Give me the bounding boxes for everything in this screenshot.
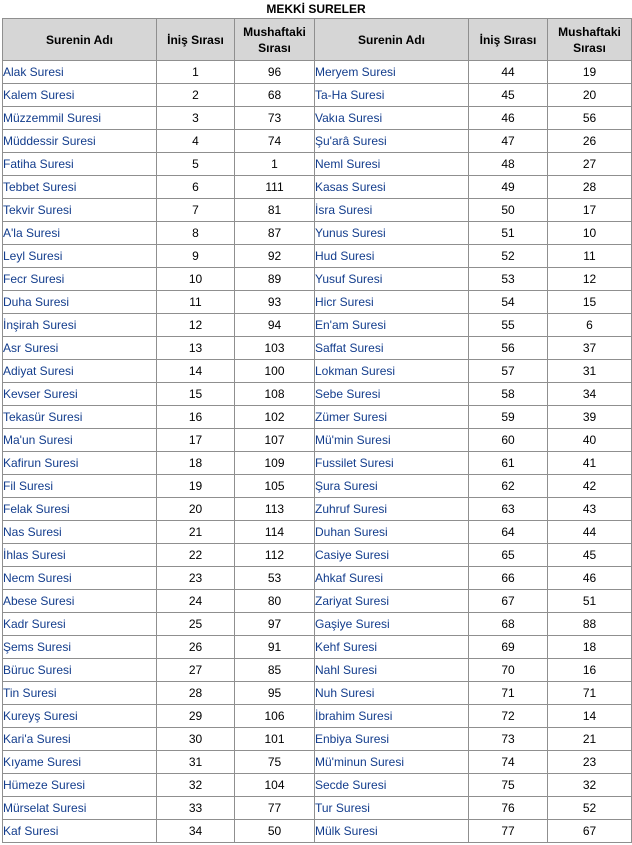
surah-name-link[interactable]: Ma'un Suresi [3, 429, 157, 452]
mushaf-order: 77 [235, 797, 315, 820]
surah-name-link[interactable]: Tekasür Suresi [3, 406, 157, 429]
mushaf-order: 17 [548, 199, 632, 222]
mushaf-order: 87 [235, 222, 315, 245]
table-row [3, 774, 632, 797]
table-row [3, 797, 632, 820]
column-header-mushaf-left: Mushaftaki Sırası [235, 19, 315, 61]
mushaf-order: 46 [548, 567, 632, 590]
table-header-row [3, 19, 632, 61]
surah-name-link[interactable]: Kadr Suresi [3, 613, 157, 636]
surah-name-link[interactable]: Mü'min Suresi [315, 429, 469, 452]
table-row [3, 728, 632, 751]
revelation-order: 34 [157, 820, 235, 843]
table-row [3, 475, 632, 498]
table-row [3, 360, 632, 383]
mushaf-order: 75 [235, 751, 315, 774]
surah-name-link[interactable]: Mülk Suresi [315, 820, 469, 843]
mushaf-order: 20 [548, 84, 632, 107]
surah-name-link[interactable]: Nahl Suresi [315, 659, 469, 682]
mushaf-order: 113 [235, 498, 315, 521]
mushaf-order: 51 [548, 590, 632, 613]
surah-name-link[interactable]: Hümeze Suresi [3, 774, 157, 797]
mushaf-order: 45 [548, 544, 632, 567]
revelation-order: 29 [157, 705, 235, 728]
mushaf-order: 34 [548, 383, 632, 406]
mushaf-order: 27 [548, 153, 632, 176]
table-row [3, 452, 632, 475]
revelation-order: 47 [469, 130, 548, 153]
surah-name-link[interactable]: Kafirun Suresi [3, 452, 157, 475]
revelation-order: 77 [469, 820, 548, 843]
revelation-order: 31 [157, 751, 235, 774]
table-row [3, 521, 632, 544]
mushaf-order: 28 [548, 176, 632, 199]
revelation-order: 13 [157, 337, 235, 360]
mushaf-order: 88 [548, 613, 632, 636]
revelation-order: 70 [469, 659, 548, 682]
mushaf-order: 114 [235, 521, 315, 544]
revelation-order: 20 [157, 498, 235, 521]
table-body [3, 61, 632, 843]
revelation-order: 44 [469, 61, 548, 84]
revelation-order: 45 [469, 84, 548, 107]
mushaf-order: 108 [235, 383, 315, 406]
mushaf-order: 107 [235, 429, 315, 452]
revelation-order: 14 [157, 360, 235, 383]
surah-name-link[interactable]: Kevser Suresi [3, 383, 157, 406]
table-row [3, 751, 632, 774]
surah-name-link[interactable]: Müzzemmil Suresi [3, 107, 157, 130]
surah-name-link[interactable]: Fecr Suresi [3, 268, 157, 291]
surah-name-link[interactable]: Kasas Suresi [315, 176, 469, 199]
surah-name-link[interactable]: Lokman Suresi [315, 360, 469, 383]
mushaf-order: 92 [235, 245, 315, 268]
surah-table [2, 18, 632, 843]
revelation-order: 67 [469, 590, 548, 613]
revelation-order: 60 [469, 429, 548, 452]
mushaf-order: 16 [548, 659, 632, 682]
mushaf-order: 12 [548, 268, 632, 291]
mushaf-order: 94 [235, 314, 315, 337]
surah-name-link[interactable]: Zariyat Suresi [315, 590, 469, 613]
mushaf-order: 40 [548, 429, 632, 452]
mushaf-order: 43 [548, 498, 632, 521]
surah-name-link[interactable]: Saffat Suresi [315, 337, 469, 360]
revelation-order: 5 [157, 153, 235, 176]
table-row [3, 291, 632, 314]
mushaf-order: 31 [548, 360, 632, 383]
revelation-order: 50 [469, 199, 548, 222]
table-row [3, 636, 632, 659]
revelation-order: 69 [469, 636, 548, 659]
revelation-order: 26 [157, 636, 235, 659]
revelation-order: 72 [469, 705, 548, 728]
table-row [3, 245, 632, 268]
revelation-order: 56 [469, 337, 548, 360]
revelation-order: 52 [469, 245, 548, 268]
mushaf-order: 67 [548, 820, 632, 843]
surah-name-link[interactable]: Meryem Suresi [315, 61, 469, 84]
surah-name-link[interactable]: Ta-Ha Suresi [315, 84, 469, 107]
surah-name-link[interactable]: Felak Suresi [3, 498, 157, 521]
revelation-order: 74 [469, 751, 548, 774]
revelation-order: 2 [157, 84, 235, 107]
mushaf-order: 74 [235, 130, 315, 153]
revelation-order: 3 [157, 107, 235, 130]
revelation-order: 64 [469, 521, 548, 544]
revelation-order: 76 [469, 797, 548, 820]
mushaf-order: 37 [548, 337, 632, 360]
mushaf-order: 91 [235, 636, 315, 659]
surah-name-link[interactable]: En'am Suresi [315, 314, 469, 337]
surah-name-link[interactable]: Duhan Suresi [315, 521, 469, 544]
surah-name-link[interactable]: İsra Suresi [315, 199, 469, 222]
mushaf-order: 105 [235, 475, 315, 498]
surah-name-link[interactable]: Necm Suresi [3, 567, 157, 590]
revelation-order: 16 [157, 406, 235, 429]
table-row [3, 544, 632, 567]
revelation-order: 65 [469, 544, 548, 567]
revelation-order: 25 [157, 613, 235, 636]
revelation-order: 8 [157, 222, 235, 245]
revelation-order: 73 [469, 728, 548, 751]
revelation-order: 30 [157, 728, 235, 751]
surah-name-link[interactable]: Neml Suresi [315, 153, 469, 176]
table-row [3, 222, 632, 245]
table-row [3, 429, 632, 452]
table-row [3, 590, 632, 613]
mushaf-order: 53 [235, 567, 315, 590]
revelation-order: 1 [157, 61, 235, 84]
surah-name-link[interactable]: Müddessir Suresi [3, 130, 157, 153]
mushaf-order: 81 [235, 199, 315, 222]
mushaf-order: 101 [235, 728, 315, 751]
surah-name-link[interactable]: Şu'arâ Suresi [315, 130, 469, 153]
revelation-order: 17 [157, 429, 235, 452]
mushaf-order: 93 [235, 291, 315, 314]
surah-name-link[interactable]: Zümer Suresi [315, 406, 469, 429]
revelation-order: 11 [157, 291, 235, 314]
mushaf-order: 11 [548, 245, 632, 268]
surah-name-link[interactable]: Kalem Suresi [3, 84, 157, 107]
surah-name-link[interactable]: Hud Suresi [315, 245, 469, 268]
surah-name-link[interactable]: Mürselat Suresi [3, 797, 157, 820]
revelation-order: 28 [157, 682, 235, 705]
surah-name-link[interactable]: Yunus Suresi [315, 222, 469, 245]
mushaf-order: 112 [235, 544, 315, 567]
table-row [3, 613, 632, 636]
revelation-order: 9 [157, 245, 235, 268]
table-row [3, 61, 632, 84]
surah-name-link[interactable]: İhlas Suresi [3, 544, 157, 567]
column-header-name-left: Surenin Adı [3, 19, 157, 61]
mushaf-order: 14 [548, 705, 632, 728]
revelation-order: 46 [469, 107, 548, 130]
revelation-order: 15 [157, 383, 235, 406]
mushaf-order: 52 [548, 797, 632, 820]
mushaf-order: 111 [235, 176, 315, 199]
column-header-order-left: İniş Sırası [157, 19, 235, 61]
surah-name-link[interactable]: Tebbet Suresi [3, 176, 157, 199]
revelation-order: 10 [157, 268, 235, 291]
table-row [3, 682, 632, 705]
mushaf-order: 89 [235, 268, 315, 291]
table-row [3, 314, 632, 337]
mushaf-order: 104 [235, 774, 315, 797]
mushaf-order: 18 [548, 636, 632, 659]
surah-name-link[interactable]: Şems Suresi [3, 636, 157, 659]
revelation-order: 32 [157, 774, 235, 797]
revelation-order: 75 [469, 774, 548, 797]
revelation-order: 53 [469, 268, 548, 291]
mushaf-order: 106 [235, 705, 315, 728]
surah-name-link[interactable]: Zuhruf Suresi [315, 498, 469, 521]
surah-name-link[interactable]: A'la Suresi [3, 222, 157, 245]
mushaf-order: 50 [235, 820, 315, 843]
surah-name-link[interactable]: Hicr Suresi [315, 291, 469, 314]
surah-name-link[interactable]: İnşirah Suresi [3, 314, 157, 337]
mushaf-order: 71 [548, 682, 632, 705]
surah-name-link[interactable]: Alak Suresi [3, 61, 157, 84]
revelation-order: 51 [469, 222, 548, 245]
revelation-order: 27 [157, 659, 235, 682]
revelation-order: 55 [469, 314, 548, 337]
surah-name-link[interactable]: Fussilet Suresi [315, 452, 469, 475]
revelation-order: 66 [469, 567, 548, 590]
surah-name-link[interactable]: Nuh Suresi [315, 682, 469, 705]
surah-name-link[interactable]: Mü'minun Suresi [315, 751, 469, 774]
revelation-order: 18 [157, 452, 235, 475]
mushaf-order: 19 [548, 61, 632, 84]
table-row [3, 268, 632, 291]
surah-name-link[interactable]: Şura Suresi [315, 475, 469, 498]
surah-name-link[interactable]: Enbiya Suresi [315, 728, 469, 751]
surah-name-link[interactable]: Secde Suresi [315, 774, 469, 797]
mushaf-order: 96 [235, 61, 315, 84]
revelation-order: 22 [157, 544, 235, 567]
mushaf-order: 26 [548, 130, 632, 153]
revelation-order: 24 [157, 590, 235, 613]
surah-name-link[interactable]: Yusuf Suresi [315, 268, 469, 291]
mushaf-order: 32 [548, 774, 632, 797]
table-row [3, 130, 632, 153]
mushaf-order: 6 [548, 314, 632, 337]
surah-name-link[interactable]: Fil Suresi [3, 475, 157, 498]
revelation-order: 49 [469, 176, 548, 199]
revelation-order: 23 [157, 567, 235, 590]
mushaf-order: 42 [548, 475, 632, 498]
revelation-order: 21 [157, 521, 235, 544]
surah-name-link[interactable]: Tur Suresi [315, 797, 469, 820]
mushaf-order: 44 [548, 521, 632, 544]
surah-name-link[interactable]: Sebe Suresi [315, 383, 469, 406]
table-row [3, 199, 632, 222]
revelation-order: 4 [157, 130, 235, 153]
mushaf-order: 85 [235, 659, 315, 682]
mushaf-order: 73 [235, 107, 315, 130]
column-header-name-right: Surenin Adı [315, 19, 469, 61]
surah-name-link[interactable]: Kureyş Suresi [3, 705, 157, 728]
mushaf-order: 80 [235, 590, 315, 613]
revelation-order: 7 [157, 199, 235, 222]
revelation-order: 48 [469, 153, 548, 176]
revelation-order: 68 [469, 613, 548, 636]
surah-name-link[interactable]: Kıyame Suresi [3, 751, 157, 774]
table-row [3, 153, 632, 176]
revelation-order: 57 [469, 360, 548, 383]
column-header-mushaf-right: Mushaftaki Sırası [548, 19, 632, 61]
surah-name-link[interactable]: Kehf Suresi [315, 636, 469, 659]
surah-name-link[interactable]: Kari'a Suresi [3, 728, 157, 751]
surah-name-link[interactable]: Duha Suresi [3, 291, 157, 314]
revelation-order: 54 [469, 291, 548, 314]
surah-name-link[interactable]: Kaf Suresi [3, 820, 157, 843]
surah-name-link[interactable]: Abese Suresi [3, 590, 157, 613]
revelation-order: 6 [157, 176, 235, 199]
surah-name-link[interactable]: Tekvir Suresi [3, 199, 157, 222]
mushaf-order: 10 [548, 222, 632, 245]
revelation-order: 59 [469, 406, 548, 429]
mushaf-order: 95 [235, 682, 315, 705]
surah-name-link[interactable]: İbrahim Suresi [315, 705, 469, 728]
table-row [3, 383, 632, 406]
table-row [3, 337, 632, 360]
page-title: MEKKİ SURELER [266, 2, 366, 16]
surah-name-link[interactable]: Gaşiye Suresi [315, 613, 469, 636]
mushaf-order: 97 [235, 613, 315, 636]
surah-name-link[interactable]: Fatiha Suresi [3, 153, 157, 176]
revelation-order: 12 [157, 314, 235, 337]
mushaf-order: 21 [548, 728, 632, 751]
surah-name-link[interactable]: Tin Suresi [3, 682, 157, 705]
surah-name-link[interactable]: Ahkaf Suresi [315, 567, 469, 590]
mushaf-order: 1 [235, 153, 315, 176]
surah-name-link[interactable]: Asr Suresi [3, 337, 157, 360]
table-row [3, 176, 632, 199]
mushaf-order: 56 [548, 107, 632, 130]
mushaf-order: 103 [235, 337, 315, 360]
mushaf-order: 109 [235, 452, 315, 475]
table-row [3, 84, 632, 107]
mushaf-order: 39 [548, 406, 632, 429]
revelation-order: 58 [469, 383, 548, 406]
table-row [3, 107, 632, 130]
table-row [3, 406, 632, 429]
mushaf-order: 102 [235, 406, 315, 429]
surah-name-link[interactable]: Casiye Suresi [315, 544, 469, 567]
mushaf-order: 68 [235, 84, 315, 107]
table-row [3, 820, 632, 843]
revelation-order: 63 [469, 498, 548, 521]
mushaf-order: 41 [548, 452, 632, 475]
revelation-order: 19 [157, 475, 235, 498]
surah-name-link[interactable]: Büruc Suresi [3, 659, 157, 682]
table-row [3, 567, 632, 590]
revelation-order: 61 [469, 452, 548, 475]
surah-name-link[interactable]: Leyl Suresi [3, 245, 157, 268]
surah-name-link[interactable]: Nas Suresi [3, 521, 157, 544]
table-row [3, 498, 632, 521]
table-row [3, 705, 632, 728]
revelation-order: 33 [157, 797, 235, 820]
surah-name-link[interactable]: Adiyat Suresi [3, 360, 157, 383]
mushaf-order: 23 [548, 751, 632, 774]
revelation-order: 62 [469, 475, 548, 498]
revelation-order: 71 [469, 682, 548, 705]
surah-name-link[interactable]: Vakıa Suresi [315, 107, 469, 130]
mushaf-order: 100 [235, 360, 315, 383]
column-header-order-right: İniş Sırası [469, 19, 548, 61]
mushaf-order: 15 [548, 291, 632, 314]
table-row [3, 659, 632, 682]
